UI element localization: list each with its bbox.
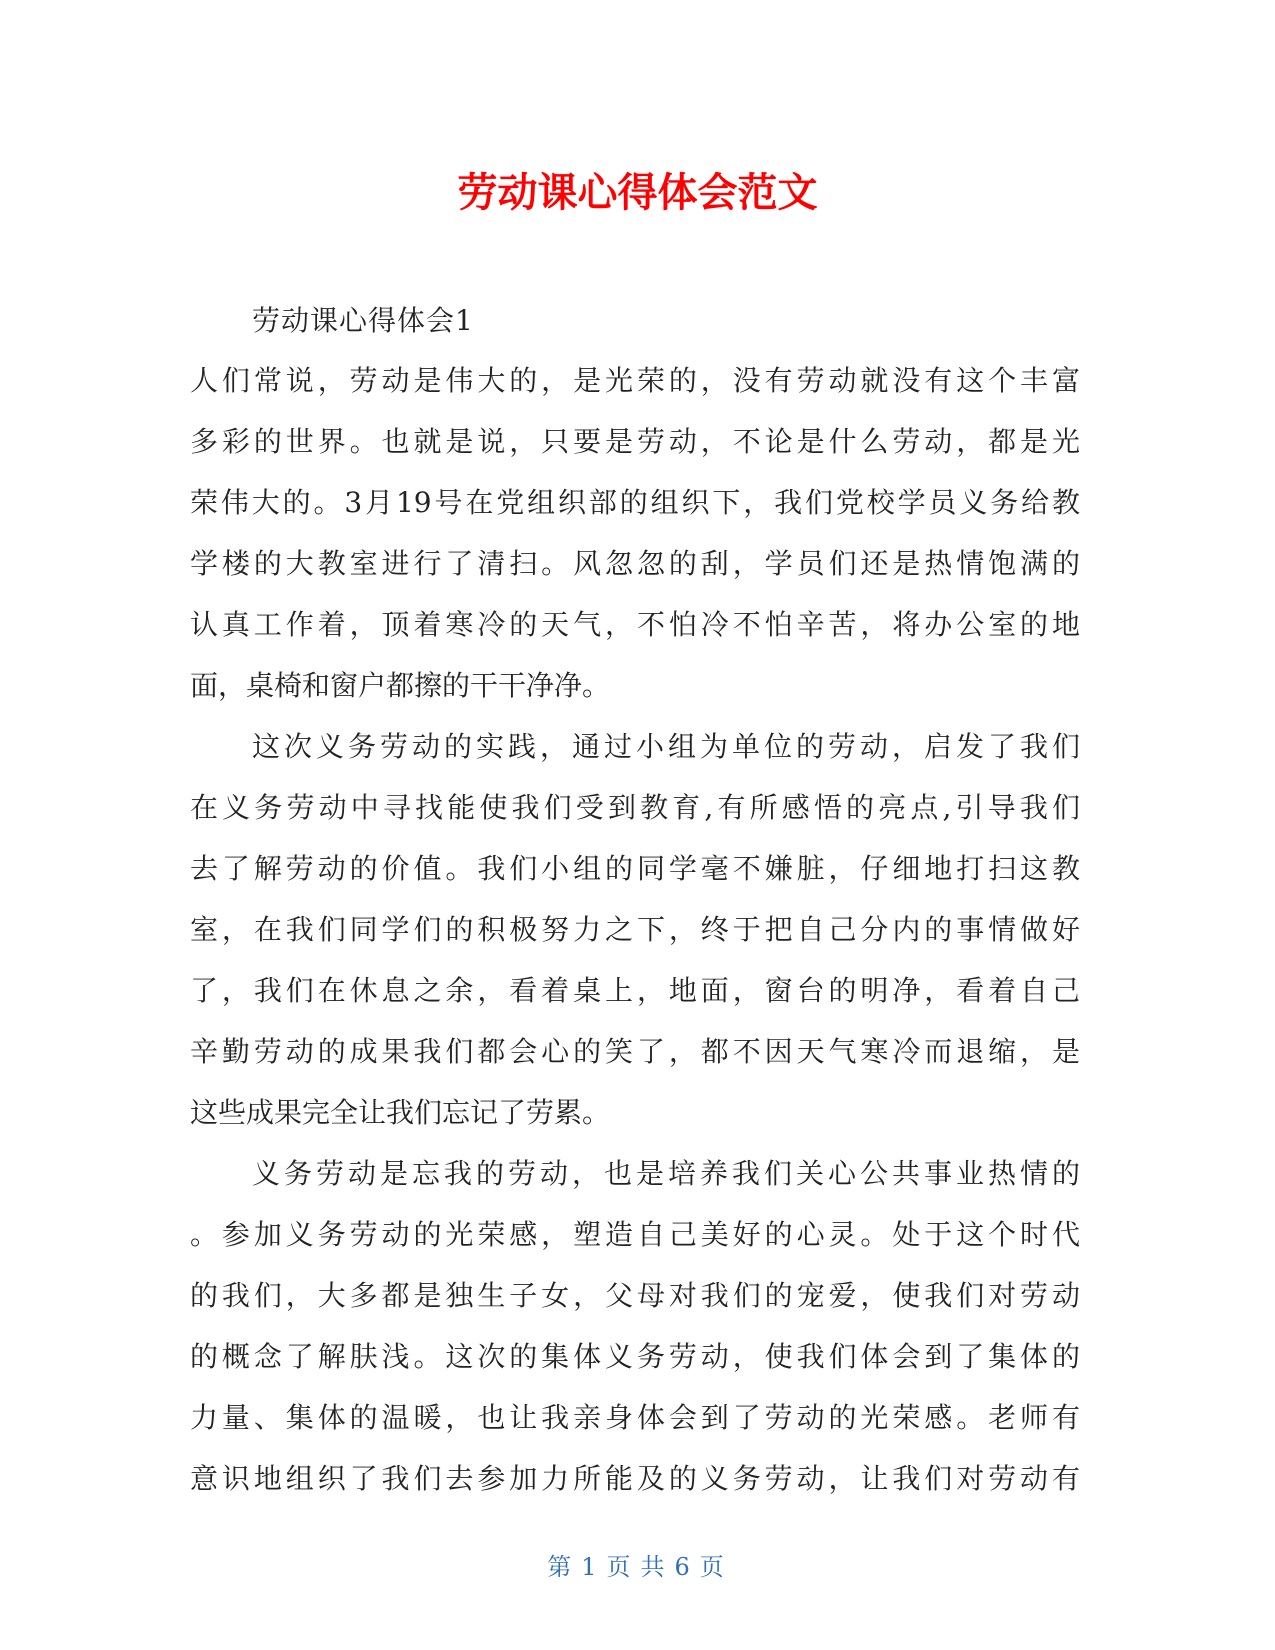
text-line: 力量、集体的温暖，也让我亲身体会到了劳动的光荣感。老师有 [190, 1401, 1080, 1434]
text-line: 学楼的大教室进行了清扫。风忽忽的刮，学员们还是热情饱满的 [190, 547, 1080, 580]
text-line: 了，我们在休息之余，看着桌上，地面，窗台的明净，看着自己 [190, 974, 1080, 1007]
text-line: 人们常说，劳动是伟大的，是光荣的，没有劳动就没有这个丰富 [190, 364, 1080, 397]
text-line: 面，桌椅和窗户都擦的干干净净。 [190, 669, 611, 702]
text-line: 。参加义务劳动的光荣感，塑造自己美好的心灵。处于这个时代 [190, 1218, 1080, 1251]
text-line: 的我们，大多都是独生子女，父母对我们的宠爱，使我们对劳动 [190, 1279, 1080, 1312]
paragraph-1 [190, 350, 1080, 716]
paragraph-3 [190, 1143, 1080, 1509]
text-line: 义务劳动是忘我的劳动，也是培养我们关心公共事业热情的 [252, 1157, 1080, 1190]
text-line: 多彩的世界。也就是说，只要是劳动，不论是什么劳动，都是光 [190, 425, 1080, 458]
section-heading: 劳动课心得体会1 [252, 304, 474, 337]
document-body [190, 292, 1080, 1509]
footer-total-pages: 6 [674, 1553, 694, 1581]
footer-total-prefix: 共 [640, 1553, 669, 1581]
text-line: 意识地组织了我们去参加力所能及的义务劳动，让我们对劳动有 [190, 1462, 1080, 1495]
text-line: 在义务劳动中寻找能使我们受到教育,有所感悟的亮点,引导我们 [190, 791, 1080, 824]
text-line: 这些成果完全让我们忘记了劳累。 [190, 1096, 611, 1129]
footer-page-word: 页 [606, 1553, 635, 1581]
text-line: 认真工作着，顶着寒冷的天气，不怕冷不怕辛苦，将办公室的地 [190, 608, 1080, 641]
footer-current-page: 1 [581, 1553, 601, 1581]
text-line: 的概念了解肤浅。这次的集体义务劳动，使我们体会到了集体的 [190, 1340, 1080, 1373]
page-title: 劳动课心得体会范文 [457, 170, 818, 216]
text-line: 这次义务劳动的实践，通过小组为单位的劳动，启发了我们 [252, 730, 1080, 763]
footer-prefix: 第 [547, 1553, 576, 1581]
text-line: 室，在我们同学们的积极努力之下，终于把自己分内的事情做好 [190, 913, 1080, 946]
text-line: 去了解劳动的价值。我们小组的同学毫不嫌脏，仔细地打扫这教 [190, 852, 1080, 885]
footer-suffix: 页 [699, 1553, 728, 1581]
text-line: 荣伟大的。3月19号在党组织部的组织下，我们党校学员义务给教 [190, 486, 1080, 519]
text-line: 辛勤劳动的成果我们都会心的笑了，都不因天气寒冷而退缩，是 [190, 1035, 1080, 1068]
paragraph-2 [190, 716, 1080, 1143]
page-footer [0, 1551, 1275, 1583]
